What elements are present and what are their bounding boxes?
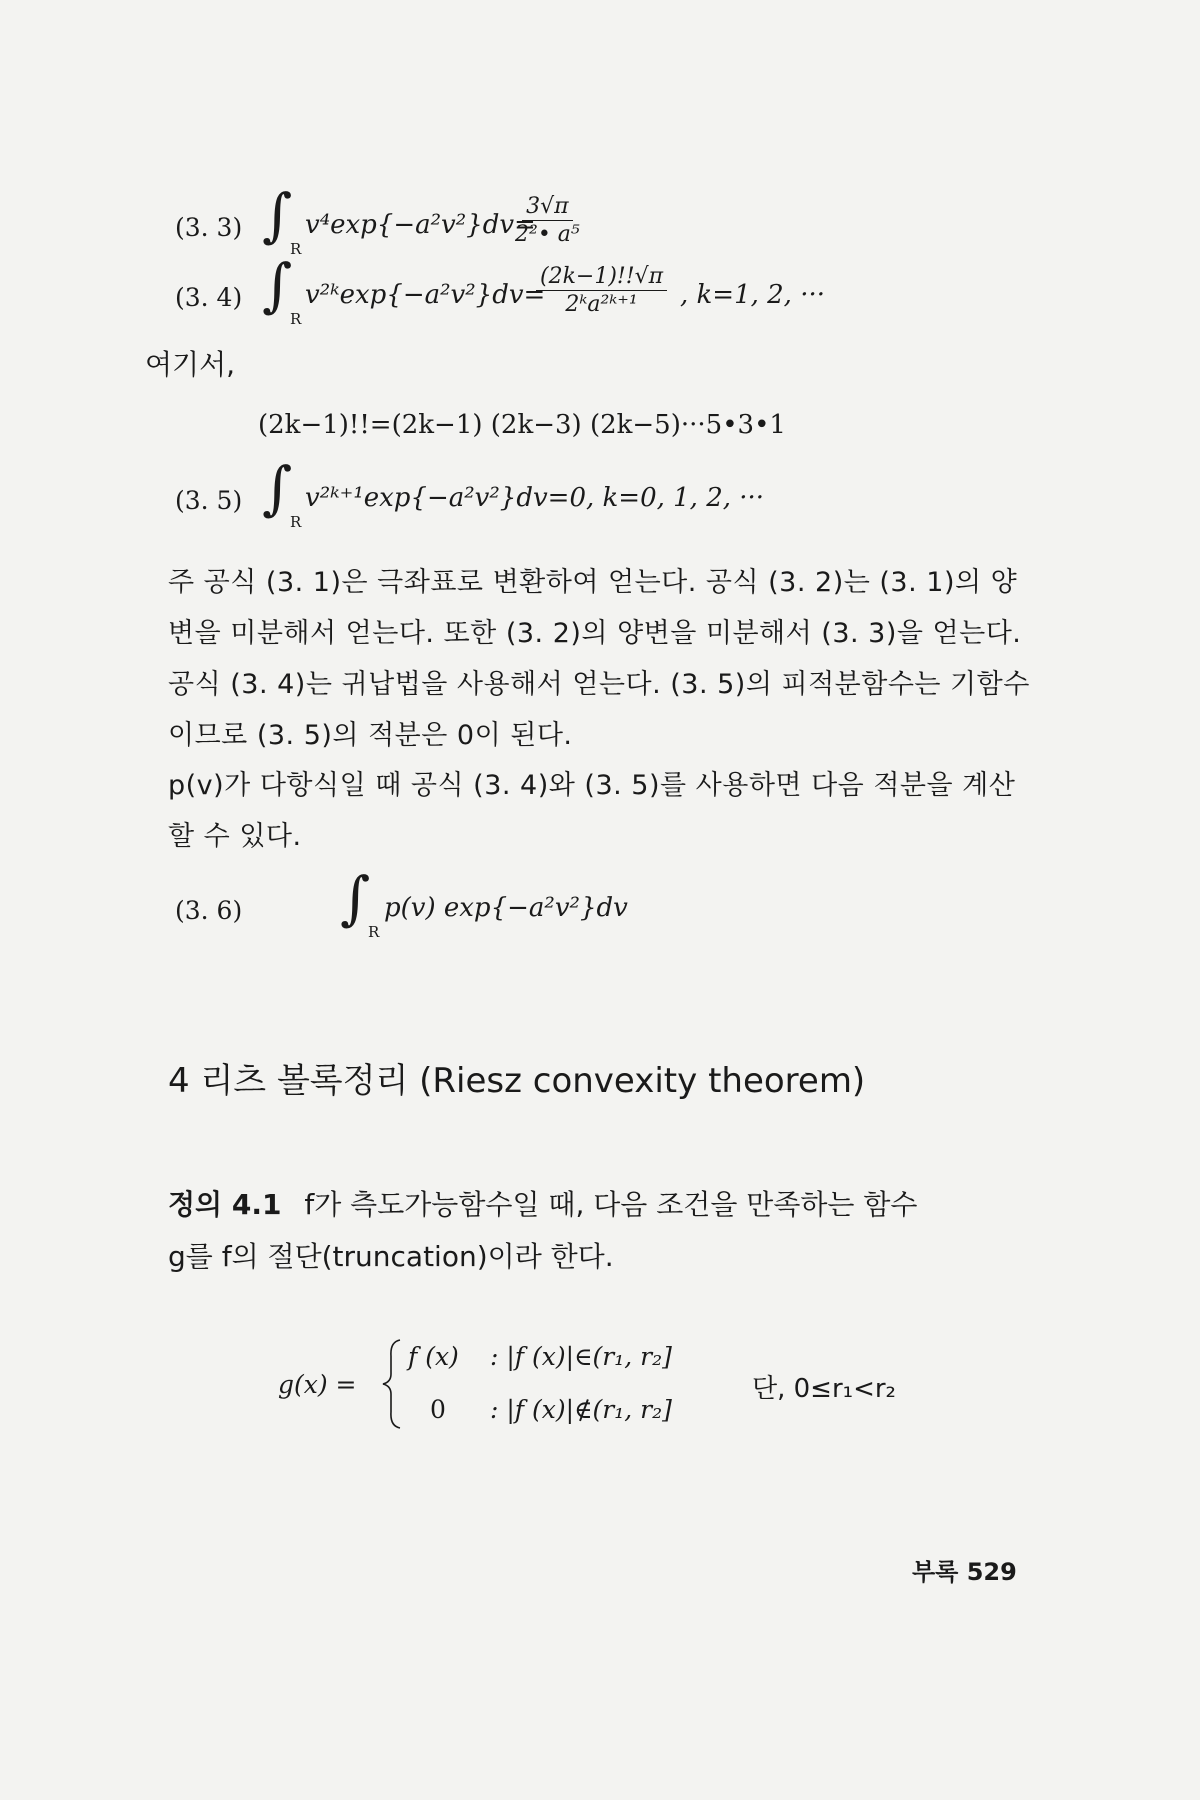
fraction-numerator: (2k−1)!!√π xyxy=(536,264,667,291)
equation-3-3-integrand: v⁴exp{−a²v²}dv= xyxy=(305,210,536,240)
equation-label-3-6: (3. 6) xyxy=(175,896,243,925)
note-paragraph: 주 공식 (3. 1)은 극좌표로 변환하여 얻는다. 공식 (3. 2)는 (3. 1)의 양변을 미분해서 얻는다. 또한 (3. 2)의 양변을 미분해서 (3. 3)을 얻는다. 공식 (3. 4)는 귀납법을 사용해서 얻는다. (3. 5)의 피적분함수는 기함수이므로 (3. 5)의 적분은 0이 된다. xyxy=(168,567,1030,751)
equation-3-4-integrand: v²ᵏexp{−a²v²}dv= xyxy=(305,280,546,310)
definition-line-1 xyxy=(168,1180,917,1230)
definition-text-2: g를 f의 절단(truncation)이라 한다. xyxy=(168,1240,614,1273)
fraction-denominator: 2ᵏa²ᵏ⁺¹ xyxy=(565,292,638,317)
definition-text-1: f가 측도가능함수일 때, 다음 조건을 만족하는 함수 xyxy=(304,1188,918,1221)
piecewise-lhs: g(x) = xyxy=(278,1370,357,1399)
section-heading xyxy=(168,1053,865,1102)
fraction-numerator: 3√π xyxy=(522,194,572,221)
equation-label-3-4: (3. 4) xyxy=(175,283,243,312)
case1-condition: : |f (x)|∈(r₁, r₂] xyxy=(490,1342,672,1371)
equation-label-3-3: (3. 3) xyxy=(175,213,243,242)
integral-sign: ∫ xyxy=(262,454,293,522)
equation-label-3-5: (3. 5) xyxy=(175,486,243,515)
where-text: 여기서, xyxy=(145,348,236,381)
left-brace-icon xyxy=(380,1338,404,1430)
page-footer: 부록 529 xyxy=(912,1558,1017,1586)
integral-domain: R xyxy=(368,923,380,941)
integral-sign: ∫ xyxy=(262,181,293,249)
section-number: 4 xyxy=(168,1061,190,1101)
case1-value: f (x) xyxy=(408,1342,459,1371)
integral-sign: ∫ xyxy=(340,864,371,932)
integral-sign: ∫ xyxy=(262,251,293,319)
fraction-denominator: 2²• a⁵ xyxy=(515,222,580,247)
equation-3-3-fraction xyxy=(515,194,580,247)
section-title: 리츠 볼록정리 (Riesz convexity theorem) xyxy=(200,1061,866,1101)
equation-3-4-fraction xyxy=(536,264,667,317)
integral-domain: R xyxy=(290,310,302,328)
equation-3-4-condition: , k=1, 2, ··· xyxy=(680,280,826,310)
equation-3-5-integrand: v²ᵏ⁺¹exp{−a²v²}dv=0, k=0, 1, 2, ··· xyxy=(305,483,765,513)
definition-label: 정의 4.1 xyxy=(168,1188,282,1221)
polynomial-paragraph: p(v)가 다항식일 때 공식 (3. 4)와 (3. 5)를 사용하면 다음 적분을 계산할 수 있다. xyxy=(168,770,1016,852)
case2-condition: : |f (x)|∉(r₁, r₂] xyxy=(490,1395,672,1424)
double-factorial-definition: (2k−1)!!=(2k−1) (2k−3) (2k−5)···5•3•1 xyxy=(258,410,786,440)
integral-domain: R xyxy=(290,513,302,531)
equation-3-6-integrand: p(v) exp{−a²v²}dv xyxy=(384,893,628,923)
piecewise-constraint: 단, 0≤r₁<r₂ xyxy=(752,1374,896,1404)
case2-value: 0 xyxy=(430,1395,446,1424)
integral-domain: R xyxy=(290,240,302,258)
